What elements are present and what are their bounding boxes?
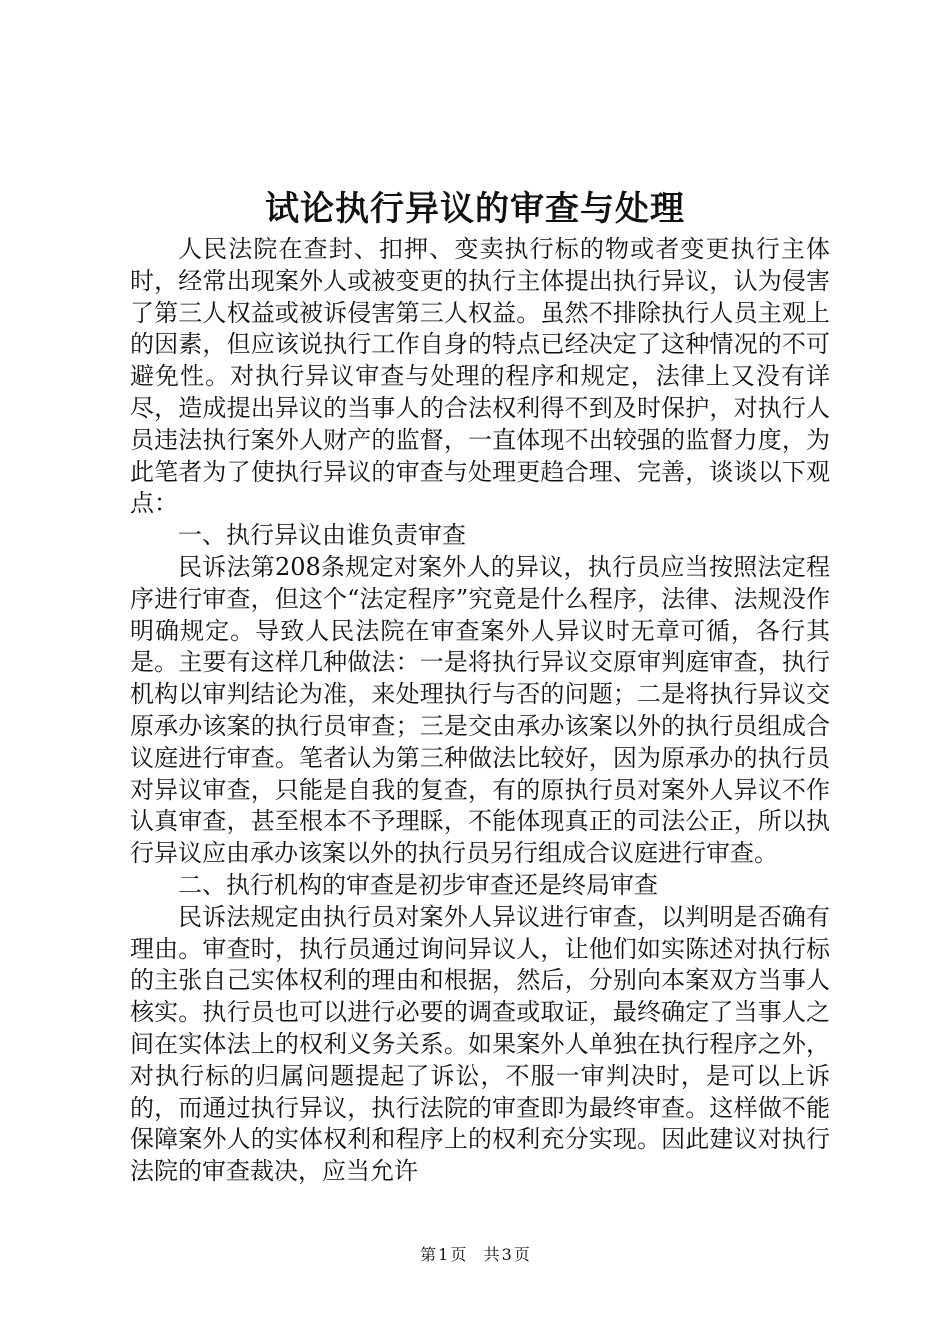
paragraph-section-2: 民诉法规定由执行员对案外人异议进行审查，以判明是否确有理由。审查时，执行员通过询问异议人，让他们如实陈述对执行标的主张自己实体权利的理由和根据，然后，分别向本案双方当事人核实。执行员也可以进行必要的调查或取证，最终确定了当事人之间在实体法上的权利义务关系。如果案外人单独在执行程序之外，对执行标的归属问题提起了诉讼，不服一审判决时，是可以上诉的，而通过执行异议，执行法院的审查即为最终审查。这样做不能保障案外人的实体权利和程序上的权利充分实现。因此建议对执行法院的审查裁决，应当允许 — [130, 902, 830, 1186]
section-heading-2: 二、执行机构的审查是初步审查还是终局审查 — [178, 870, 658, 899]
document-body — [130, 234, 830, 1188]
page-unit: 页 — [450, 1245, 467, 1264]
current-page-number: 1 — [438, 1245, 449, 1264]
page-prefix: 第 — [420, 1245, 437, 1264]
page-title: 试论执行异议的审查与处理 — [265, 189, 685, 229]
paragraph-intro: 人民法院在查封、扣押、变卖执行标的物或者变更执行主体时，经常出现案外人或被变更的执行主体提出执行异议，认为侵害了第三人权益或被诉侵害第三人权益。虽然不排除执行人员主观上的因素，但应该说执行工作自身的特点已经决定了这种情况的不可避免性。对执行异议审查与处理的程序和规定，法律上又没有详尽，造成提出异议的当事人的合法权利得不到及时保护，对执行人员违法执行案外人财产的监督，一直体现不出较强的监督力度，为此笔者为了使执行异议的审查与处理更趋合理、完善，谈谈以下观点： — [130, 235, 830, 518]
total-prefix: 共 — [483, 1245, 500, 1264]
paragraph-section-1: 民诉法第208条规定对案外人的异议，执行员应当按照法定程序进行审查，但这个“法定程序”究竟是什么程序，法律、法规没作明确规定。导致人民法院在审查案外人异议时无章可循，各行其是。主要有这样几种做法：一是将执行异议交原审判庭审查，执行机构以审判结论为准，来处理执行与否的问题；二是将执行异议交原承办该案的执行员审查；三是交由承办该案以外的执行员组成合议庭进行审查。笔者认为第三种做法比较好，因为原承办的执行员对异议审查，只能是自我的复查，有的原执行员对案外人异议不作认真审查，甚至根本不予理睬，不能体现真正的司法公正，所以执行异议应由承办该案以外的执行员另行组成合议庭进行审查。 — [130, 552, 830, 868]
section-heading-1: 一、执行异议由谁负责审查 — [178, 521, 466, 550]
total-pages-number: 3 — [501, 1245, 512, 1264]
page-footer — [0, 1245, 950, 1265]
total-unit: 页 — [513, 1245, 530, 1264]
